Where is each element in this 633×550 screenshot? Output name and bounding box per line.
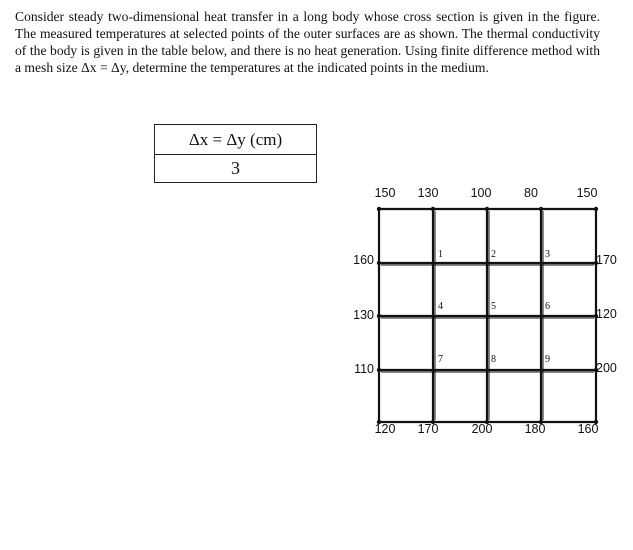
node-5-label: 5 (491, 301, 496, 312)
top-temp-4: 80 (524, 186, 538, 200)
bottom-temp-2: 170 (417, 422, 439, 436)
mesh-size-header: Δx = Δy (cm) (155, 125, 317, 155)
top-temp-5: 150 (576, 186, 598, 200)
node-4-label: 4 (438, 301, 443, 312)
mesh-size-value: 3 (155, 155, 317, 183)
bottom-temp-3: 200 (471, 422, 493, 436)
node-2-label: 2 (491, 249, 496, 260)
top-temperature-labels (375, 186, 598, 200)
top-temp-3: 100 (470, 186, 492, 200)
node-3-label: 3 (545, 249, 550, 260)
left-temp-3: 110 (354, 362, 374, 376)
right-temp-3: 200 (596, 361, 617, 375)
bottom-temp-4: 180 (524, 422, 546, 436)
mesh-grid (379, 209, 596, 422)
left-temp-2: 130 (353, 308, 374, 322)
node-8-label: 8 (491, 354, 496, 365)
top-temp-2: 130 (417, 186, 439, 200)
bottom-temp-5: 160 (577, 422, 599, 436)
problem-statement: Consider steady two-dimensional heat transfer in a long body whose cross section is given in the figure. The measured temperatures at selected points of the outer surfaces are as shown. The thermal conductivity of the body is given in the table below, and there is no heat generation. Using finite difference method with a mesh size Δx = Δy, determine the temperatures at the indicated points in the medium. (15, 9, 600, 75)
bottom-temperature-labels (375, 422, 599, 436)
left-temp-1: 160 (353, 253, 374, 267)
bottom-temp-1: 120 (374, 422, 396, 436)
right-temp-2: 120 (596, 307, 617, 321)
interior-node-labels (438, 249, 550, 365)
right-temp-1: 170 (596, 253, 617, 267)
node-6-label: 6 (545, 301, 550, 312)
top-temp-1: 150 (374, 186, 396, 200)
node-1-label: 1 (438, 249, 443, 260)
left-temperature-labels (353, 253, 374, 376)
right-temperature-labels (596, 253, 617, 375)
node-7-label: 7 (438, 354, 443, 365)
node-9-label: 9 (545, 354, 550, 365)
